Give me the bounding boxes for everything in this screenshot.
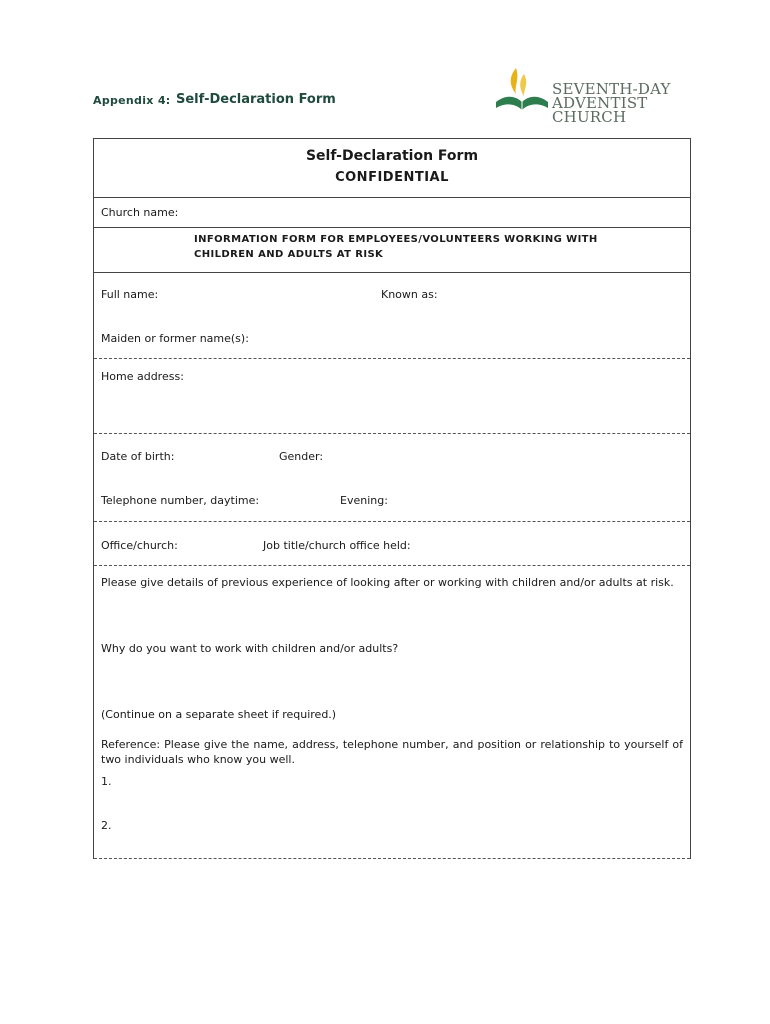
reference-2[interactable]: 2.	[101, 819, 112, 832]
office-church-label: Office/church:	[101, 539, 178, 552]
reference-question: Reference: Please give the name, address, telephone number, and position or relationship to yourself of two individuals who know you well.	[101, 738, 683, 766]
info-heading: INFORMATION FORM FOR EMPLOYEES/VOLUNTEERS WORKING WITH CHILDREN AND ADULTS AT RISK	[194, 234, 598, 260]
appendix-label: Appendix 4:	[93, 94, 171, 107]
experience-question: Please give details of previous experience of looking after or working with children and/or adults at risk.	[101, 576, 674, 589]
logo-line2: ADVENTIST CHURCH	[552, 94, 648, 126]
maiden-name-label: Maiden or former name(s):	[101, 332, 249, 345]
known-as-label: Known as:	[381, 288, 438, 301]
logo-wordmark	[552, 82, 684, 124]
continue-note: (Continue on a separate sheet if required.)	[101, 708, 337, 721]
home-address-label: Home address:	[101, 370, 184, 383]
form-title: Self-Declaration Form	[305, 148, 479, 164]
why-question: Why do you want to work with children and/or adults?	[101, 642, 399, 655]
full-name-label: Full name:	[101, 288, 159, 301]
date-of-birth-label: Date of birth:	[101, 450, 175, 463]
form-title-block	[94, 139, 690, 198]
telephone-daytime-label: Telephone number, daytime:	[101, 494, 260, 507]
church-name-row[interactable]	[94, 198, 690, 228]
flame-book-icon	[494, 64, 550, 114]
job-title-label: Job title/church office held:	[263, 539, 411, 552]
divider	[94, 565, 690, 566]
divider	[94, 521, 690, 522]
evening-label: Evening:	[340, 494, 388, 507]
gender-label: Gender:	[279, 450, 324, 463]
info-heading-block	[94, 228, 690, 273]
church-name-label: Church name:	[101, 206, 179, 219]
reference-1[interactable]: 1.	[101, 775, 112, 788]
self-declaration-form	[93, 138, 691, 859]
divider	[94, 358, 690, 359]
page-title: Self-Declaration Form	[176, 92, 336, 107]
divider	[94, 433, 690, 434]
confidential-label: CONFIDENTIAL	[335, 170, 449, 185]
divider	[94, 858, 690, 859]
church-logo	[494, 64, 684, 126]
logo-line1: SEVENTH-DAY	[552, 80, 671, 98]
